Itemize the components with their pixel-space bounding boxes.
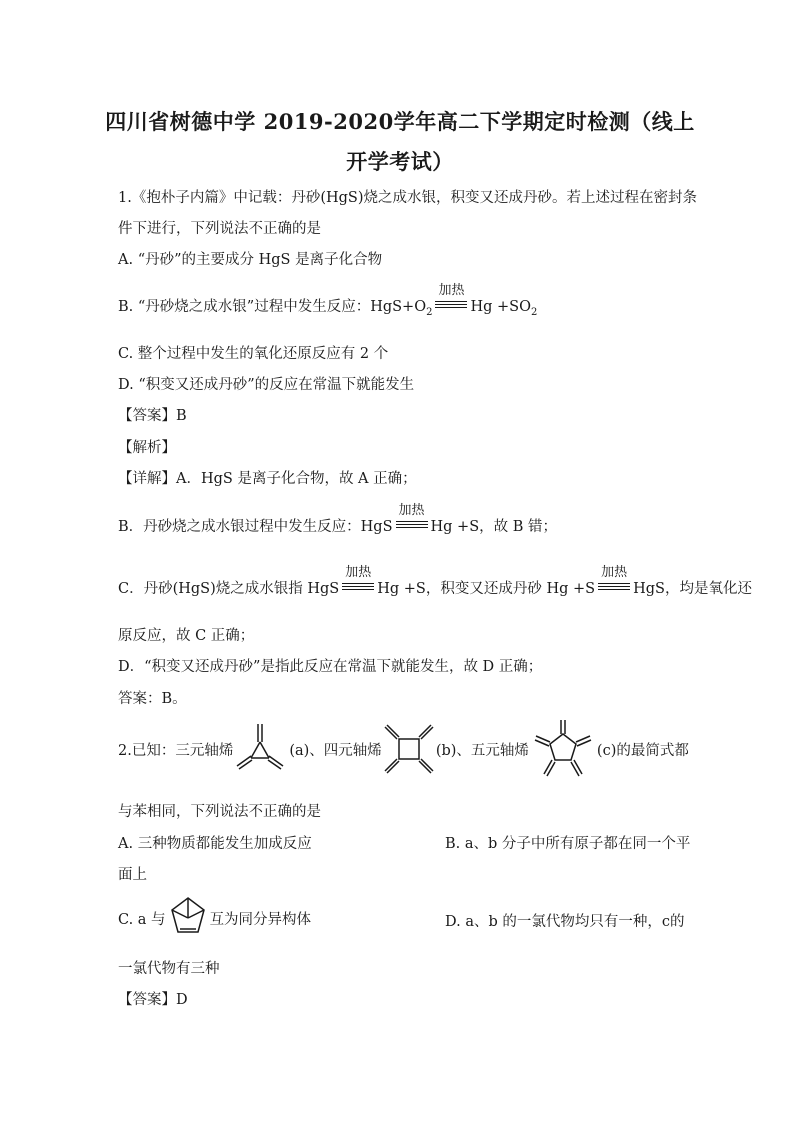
trimethylenecyclopropane-structure — [233, 718, 289, 780]
q1-detail-c-post: HgS，均是氧化还 — [633, 581, 752, 597]
q2-option-b-line2: 面上 — [118, 867, 147, 883]
q1-detail-b-post: Hg +S，故 B 错； — [430, 519, 558, 535]
q1-option-b-sub2: 2 — [531, 306, 538, 318]
q2-stem-part3: (b)、五元轴烯 — [435, 742, 529, 759]
document-title-line1: 四川省树德中学 2019-2020学年高二下学期定时检测（线上 — [105, 109, 695, 134]
q1-detail-b-pre: B．丹砂烧之成水银过程中发生反应：HgS — [118, 519, 393, 535]
q2-option-c-post: 互为同分异构体 — [209, 911, 312, 928]
q1-detail-c-line2: 原反应，故 C 正确； — [118, 628, 255, 644]
tetramethylenecyclobutane-structure — [382, 718, 436, 780]
q2-stem-part2: (a)、四元轴烯 — [289, 742, 382, 759]
q1-option-b — [118, 283, 538, 318]
heat-arrow — [340, 565, 376, 593]
q1-stem-line2: 件下进行，下列说法不正确的是 — [118, 221, 321, 237]
q1-final-answer: 答案：B。 — [118, 691, 187, 707]
q1-option-b-post: Hg +SO — [470, 299, 531, 315]
q2-answer: 【答案】D — [118, 992, 188, 1008]
document-title-line2: 开学考试） — [346, 149, 454, 174]
q2-option-c — [118, 892, 311, 944]
heat-label: 加热 — [345, 565, 372, 580]
q1-answer: 【答案】B — [118, 408, 187, 424]
q1-detail-b — [118, 503, 558, 536]
q2-option-d-line2: 一氯代物有三种 — [118, 961, 220, 977]
heat-label: 加热 — [601, 565, 628, 580]
heat-arrow — [433, 283, 469, 311]
pentamethylenecyclopentane-structure — [529, 718, 597, 780]
q2-option-a: A. 三种物质都能发生加成反应 — [118, 836, 312, 852]
q2-stem-part4: (c)的最简式都 — [596, 742, 689, 759]
q2-option-d-line1: D. a、b 的一氯代物均只有一种，c的 — [445, 914, 685, 930]
q1-detail-c — [118, 565, 752, 598]
q1-detail-c-pre: C．丹砂(HgS)烧之成水银指 HgS — [118, 581, 340, 597]
q2-option-b-line1: B. a、b 分子中所有原子都在同一个平 — [445, 836, 691, 852]
bicyclic-isomer-structure — [166, 892, 210, 944]
heat-label: 加热 — [398, 503, 425, 518]
q2-stem-part1: 2.已知：三元轴烯 — [118, 742, 234, 759]
q1-detail-a: 【详解】A．HgS 是离子化合物，故 A 正确； — [118, 471, 417, 487]
heat-arrow — [394, 503, 430, 531]
q1-option-b-sub: 2 — [426, 306, 433, 318]
q2-option-c-pre: C. a 与 — [118, 911, 166, 928]
q1-detail-d: D．“积变又还成丹砂”是指此反应在常温下就能发生，故 D 正确； — [118, 659, 543, 675]
q1-option-b-pre: B. “丹砂烧之成水银”过程中发生反应：HgS+O — [118, 299, 427, 315]
q1-analysis-label: 【解析】 — [118, 440, 176, 456]
q2-stem-line1 — [118, 718, 689, 780]
q2-stem-line2: 与苯相同，下列说法不正确的是 — [118, 804, 321, 820]
q1-stem-line1: 1.《抱朴子内篇》中记载：丹砂(HgS)烧之成水银，积变又还成丹砂。若上述过程在密封条 — [118, 190, 698, 206]
q1-option-d: D. “积变又还成丹砂”的反应在常温下就能发生 — [118, 377, 415, 393]
heat-arrow — [596, 565, 632, 593]
heat-label: 加热 — [438, 283, 465, 298]
q1-option-c: C. 整个过程中发生的氧化还原反应有 2 个 — [118, 346, 389, 362]
q1-detail-c-mid: Hg +S，积变又还成丹砂 Hg +S — [377, 581, 596, 597]
q1-option-a: A. “丹砂”的主要成分 HgS 是离子化合物 — [118, 252, 383, 268]
